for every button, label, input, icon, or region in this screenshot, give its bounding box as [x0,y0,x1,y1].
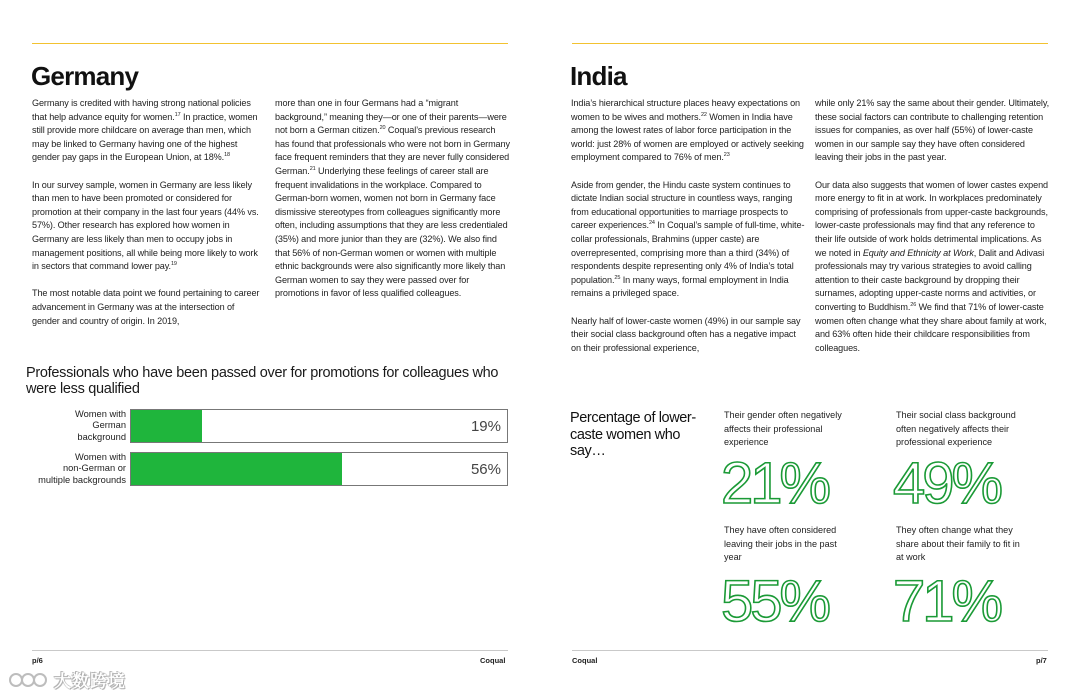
germany-heading: Germany [31,61,139,91]
bar-track [130,409,508,443]
footer-brand-left: Coqual [480,656,506,665]
bar-category-label-line: Women with [75,408,126,419]
stat-value-family-share: 71% [893,569,1001,634]
watermark [8,667,126,692]
footer-brand-right: Coqual [572,656,598,665]
bar-fill [131,410,202,442]
bar-category-label-line: Women with [75,451,126,462]
footer-page-number-left: p/6 [32,656,43,665]
india-col2-paragraph-1: while only 21% say the same about their gender. Ultimately, these social factors can contribute to challenging retention issues for companies, as over half (55%) of lower-caste women in our sample say they have often considered leaving their jobs in the past year. [815,98,1050,163]
bar-category-label-line: non-German or [62,463,126,474]
bar-category-label-line: multiple backgrounds [38,474,126,485]
india-heading: India [570,61,627,91]
india-column-1 [571,97,805,355]
germany-column-1 [32,97,264,328]
india-col1-paragraph-2: Aside from gender, the Hindu caste system continues to dictate Indian social structure in countless ways, ranging from educational opportunities to marriage prospects to career experiences.$^{24}$ In Coqual’s sample of full-time, white-collar professionals, Brahmins (upper caste) are overrepresented, comprising more than a third (34%) of respondents despite representing only 4% of India’s total population.$^{25}$ In many ways, formal employment in India remains a privileged space. [571,179,805,299]
bar-category-label [24,409,126,444]
stat-label-leaving-job: They have often considered leaving their jobs in the past year [724,525,837,563]
stat-label-gender: Their gender often negatively affects their professional experience [724,410,842,448]
india-column-2 [815,97,1051,355]
bar-value-label: 19% [470,417,501,435]
bar-category-label-line: German [92,420,126,431]
stat-value-leaving-job: 55% [721,569,829,634]
india-col1-paragraph-3: Nearly half of lower-caste women (49%) in our sample say their social class background often has a negative impact on their professional experience, [571,315,801,353]
chart-title: Professionals who have been passed over for promotions for colleagues who were less qualified [26,365,499,397]
stats-title: Percentage of lower-caste women who say… [570,410,696,459]
stat-value-social-class: 49% [893,451,1001,516]
germany-column-2 [275,97,511,301]
top-rule-left [32,43,508,44]
bar-category-label [24,452,126,487]
bar-track [130,452,508,486]
india-col2-paragraph-2: Our data also suggests that women of lower castes expend more energy to fit in at work. In workplaces predominately comprising of professionals from upper-caste backgrounds, lower-caste professionals may find that any reference to their life outside of work holds detrimental implications. As we noted in Equity and Ethnicity at Work, Dalit and Adivasi professionals may try various strategies to avoid calling attention to their caste background by dropping their surnames, adopting upper-caste norms and activities, or converting to Buddhism.$^{26}$ We find that 71% of lower-caste women often change what they share about family at work, and 63% often hide their childcare responsibilities from colleagues. [815,179,1048,353]
stat-value-gender: 21% [721,451,829,516]
germany-col1-paragraph-2: In our survey sample, women in Germany are less likely than men to have been promoted or considered for promotion at their company in the last four years (44% vs. 57%). Other research has explored how women in Germany are less likely than men to occupy jobs in management positions, all while being more likely to work in sectors that command lower pay.$^{19}$ [32,179,259,272]
bar-category-label-line: background [77,431,126,442]
watermark-logo-icon [8,669,48,691]
bottom-rule-right [572,650,1048,651]
bar-value-label: 56% [470,460,501,478]
top-rule-right [572,43,1048,44]
germany-col1-paragraph-3: The most notable data point we found pertaining to career advancement in Germany was at the intersection of gender and country of origin. In 2019, [32,288,260,326]
footer-page-number-right: p/7 [1036,656,1047,665]
stat-label-family-share: They often change what they share about their family to fit in at work [896,525,1020,563]
bar-fill [131,453,342,485]
india-col1-paragraph-1: India’s hierarchical structure places heavy expectations on women to be wives and mothers.$^{22}$ Women in India have among the lowest rates of labor force participation in the world: just 28% of women are employed or actively seeking employment compared to 76% of men.$^{23}$ [571,98,804,163]
bottom-rule-left [32,650,508,651]
germany-col2-paragraph-1: more than one in four Germans had a “migrant background,” meaning they—or one of their parents—were not born a German citizen.$^{20}$ Coqual’s previous research has found that professionals who were not born in Germany face frequent reminders that they are never fully considered German.$^{21}$ Underlying these feelings of career stall are frequent invalidations in the workplace. Compared to German-born women, women not born in Germany face dismissive stereotypes from colleagues significantly more often, including assumptions that they are less credentialed (35%) and more junior than they are (32%). We also find that 56% of non-German women or women with multiple ethnic backgrounds were also significantly more likely than German women to say they were passed over for promotions in favor of less qualified colleagues. [275,98,510,299]
germany-col1-paragraph-1: Germany is credited with having strong national policies that help advance equity for women.$^{17}$ In practice, women still provide more childcare on average than men, which may be linked to Germany having one of the highest gender pay gaps in the European Union, at 18%.$^{18}$ [32,98,258,163]
stat-label-social-class: Their social class background often negatively affects their professional experience [896,410,1016,448]
watermark-text: 大数跨境 [54,672,126,691]
